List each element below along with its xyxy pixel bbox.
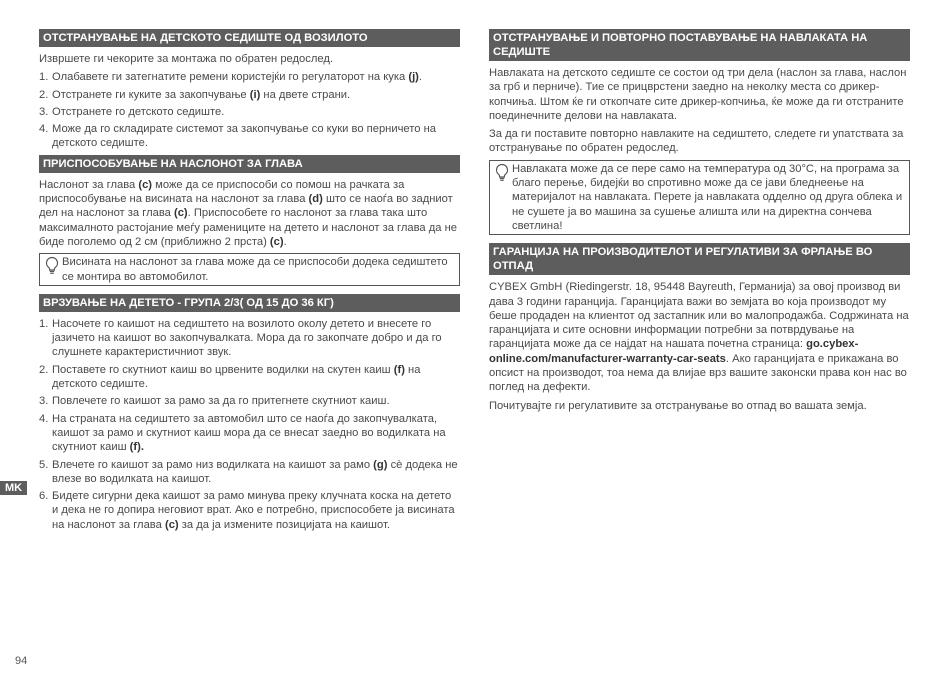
list-item: 1. Насочете го каишот на седиштето на возилото околу детето и внесете го јазичето на каишот во закопчувалката. Мора да го закопчате добро и да го слушнете карактеристичниот звук.: [39, 317, 442, 359]
note-box: [489, 160, 910, 235]
left-column: [39, 29, 460, 536]
paragraph: Наслонот за глава (c) може да се приспособи со помош на рачката за приспособување на висината на наслонот за глава (d) што се наоѓа во задниот дел на наслонот за глава (c). Приспособете го наслонот за глава така што максималното растојание меѓу рамениците на детето и наслонот за глава да не биде поголемо од 2 см (приближно 2 прста) (c).: [39, 178, 458, 248]
note-text: Висината на наслонот за глава може да се приспособи додека седиштето се монтира во автомобилот.: [62, 256, 448, 283]
list-item: 2. Поставете го скутниот каиш во црвените водилки на скутен каиш (f) на детското седиште.: [39, 363, 421, 391]
list-item: 4. Може да го складирате системот за закопчување со куки во перничето на детското седиште.: [39, 123, 436, 150]
right-column: [489, 29, 910, 417]
paragraph: За да ги поставите повторно навлаките на седиштето, следете ги упатствата за отстранување по обратен редослед.: [489, 128, 904, 155]
list-item: 6. Бидете сигурни дека каишот за рамо минува преку клучната коска на детето и дека не го допира неговиот врат. Ако е потребно, приспособете ја висината на наслонот за глава (c) за да ја измените позицијата на каишот.: [39, 490, 455, 531]
paragraph: Извршете ги чекорите за монтажа по обратен редослед.: [39, 53, 334, 65]
note-text: Навлаката може да се пере само на температура од 30°C, на програма за благо перење, бидејќи во спротивно може да се јави бледнеење на материјалот на навлаката. Перете ја навлаката одделно од друга облека и не сушете ја во машина за сушење алишта или на директна сончева светлина!: [512, 162, 903, 232]
section-title-headrest: ПРИСПОСОБУВАЊЕ НА НАСЛОНОТ ЗА ГЛАВА: [39, 155, 460, 173]
paragraph: Навлаката на детското седиште се состои од три дела (наслон за глава, наслон за грб и перниче). Тие се прицврстени заедно на неколку места со дрикер-копчиња. Штом ќе ги откопчате сите дрикер-копчиња, ќе може да ги отстраните поединечните делови на навлаката.: [489, 67, 907, 122]
paragraph: Почитувајте ги регулативите за отстранување во отпад во вашата земја.: [489, 399, 867, 412]
paragraph: CYBEX GmbH (Riedingerstr. 18, 95448 Bayreuth, Германија) за овој производ ви дава 3 години гаранција. Гаранцијата важи во земјата во која производот му беше продаден на клиентот од застапник или во малопродажба. Содржината на гаранцијата и сите основни информации потребни за потврдување на гаранцијата може да се најдат на нашата почетна страница: go.cybex-online.com/manufacturer-warranty-car-seats. Ако гаранцијата е прикажана во опсист на производот, тоа нема да влијае врз вашите законски права кон нас во поглед на дефекти.: [489, 281, 909, 394]
list-item: 3. Повлечете го каишот за рамо за да го притегнете скутниот каиш.: [39, 395, 390, 408]
section-title-warranty: ГАРАНЦИЈА НА ПРОИЗВОДИТЕЛОТ И РЕГУЛАТИВИ ЗА ФРЛАЊЕ ВО ОТПАД: [489, 243, 910, 275]
list-item: 1. Олабавете ги затегнатите ремени користејќи го регулаторот на кука (j).: [39, 71, 423, 84]
lightbulb-icon: [494, 163, 510, 183]
warranty-link[interactable]: go.cybex-online.com/manufacturer-warranty-car-seats: [489, 338, 859, 365]
language-tab: MK: [0, 481, 27, 495]
page-number: 94: [15, 655, 28, 667]
section-title-remove-seat: ОТСТРАНУВАЊЕ НА ДЕТСКОТО СЕДИШТЕ ОД ВОЗИЛОТО: [39, 29, 460, 47]
lightbulb-icon: [44, 256, 60, 276]
steps-list-remove: [39, 70, 460, 150]
section-title-cover: ОТСТРАНУВАЊЕ И ПОВТОРНО ПОСТАВУВАЊЕ НА НАВЛАКАТА НА СЕДИШТЕ: [489, 29, 910, 61]
steps-list-securing: [39, 317, 460, 532]
note-box: [39, 253, 460, 286]
list-item: 2. Отстранете ги куките за закопчување (i) на двете страни.: [39, 88, 351, 101]
list-item: 4. На страната на седиштето за автомобил што се наоѓа до закопчувалката, каишот за рамо и скутниот каиш мора да се внесат заедно во водилката на скутниот каиш (f).: [39, 412, 446, 454]
list-item: 5. Влечете го каишот за рамо низ водилката на каишот за рамо (g) сè додека не влезе во водилката на каишот.: [39, 458, 458, 485]
list-item: 3. Отстранете го детското седиште.: [39, 105, 225, 118]
section-title-securing-child: ВРЗУВАЊЕ НА ДЕТЕТО - ГРУПА 2/3( ОД 15 ДО 36 КГ): [39, 294, 460, 312]
